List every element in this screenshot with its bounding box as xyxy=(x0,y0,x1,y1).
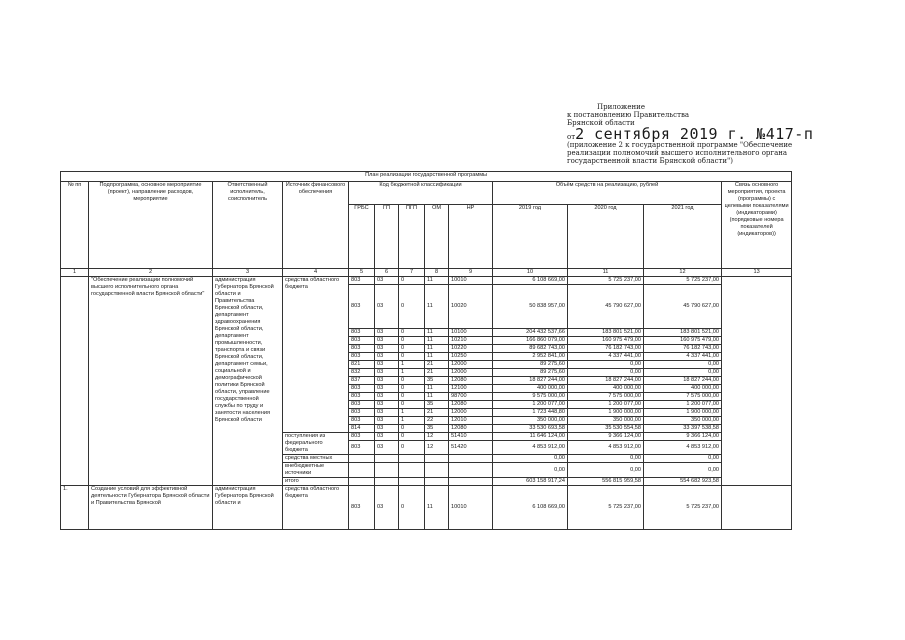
value-v2019: 166 860 079,00 xyxy=(493,337,568,345)
code-grbs: 803 xyxy=(349,353,375,361)
value-v2021: 1 200 077,00 xyxy=(644,401,722,409)
code-nr: 10020 xyxy=(449,285,493,329)
code-gp: 03 xyxy=(375,361,399,369)
value-v2021: 5 725 237,00 xyxy=(644,277,722,285)
value-v2021: 4 853 912,00 xyxy=(644,441,722,455)
code-gp: 03 xyxy=(375,377,399,385)
date-prefix: от xyxy=(567,133,576,141)
value-v2020: 1 900 000,00 xyxy=(568,409,644,417)
value-v2020: 0,00 xyxy=(568,463,644,478)
col-number: 3 xyxy=(213,269,283,277)
link-cell xyxy=(722,277,792,486)
value-v2021: 0,00 xyxy=(644,369,722,377)
code-gp: 03 xyxy=(375,345,399,353)
value-v2020: 4 853 912,00 xyxy=(568,441,644,455)
subprogram-name: Создание условий для эффективной деятельности Губернатора Брянской области и Правительства Брянской xyxy=(89,486,213,530)
col-number: 7 xyxy=(399,269,425,277)
code-empty xyxy=(349,478,375,486)
code-pgp: 0 xyxy=(399,425,425,433)
code-pgp: 0 xyxy=(399,329,425,337)
code-pgp: 0 xyxy=(399,441,425,455)
code-gp: 03 xyxy=(375,337,399,345)
row-number: 1. xyxy=(61,486,89,530)
code-nr: 10010 xyxy=(449,486,493,530)
code-gp: 03 xyxy=(375,385,399,393)
code-empty xyxy=(375,478,399,486)
code-nr: 10100 xyxy=(449,329,493,337)
table-row xyxy=(61,277,792,285)
value-v2019: 0,00 xyxy=(493,455,568,463)
code-om: 22 xyxy=(425,417,449,425)
code-grbs: 803 xyxy=(349,285,375,329)
col-number: 2 xyxy=(89,269,213,277)
value-v2019: 18 827 244,00 xyxy=(493,377,568,385)
code-om: 21 xyxy=(425,409,449,417)
header-om: ОМ xyxy=(425,205,449,269)
code-om: 12 xyxy=(425,433,449,441)
value-v2020: 76 182 743,00 xyxy=(568,345,644,353)
value-v2019: 1 200 077,00 xyxy=(493,401,568,409)
value-v2021: 554 682 923,58 xyxy=(644,478,722,486)
header-budget-code: Код бюджетной классификации xyxy=(349,182,493,205)
code-nr: 12000 xyxy=(449,369,493,377)
value-v2019: 2 952 841,00 xyxy=(493,353,568,361)
code-nr: 12080 xyxy=(449,401,493,409)
header-source: Источник финансового обеспечения xyxy=(283,182,349,269)
code-gp: 03 xyxy=(375,277,399,285)
header-num: № пп xyxy=(61,182,89,269)
link-cell xyxy=(722,486,792,530)
code-gp: 03 xyxy=(375,285,399,329)
code-grbs: 803 xyxy=(349,277,375,285)
code-om: 11 xyxy=(425,337,449,345)
code-om: 11 xyxy=(425,285,449,329)
code-grbs: 803 xyxy=(349,329,375,337)
code-gp: 03 xyxy=(375,425,399,433)
code-om: 11 xyxy=(425,393,449,401)
code-pgp: 1 xyxy=(399,417,425,425)
code-gp: 03 xyxy=(375,417,399,425)
col-number: 1 xyxy=(61,269,89,277)
code-pgp: 0 xyxy=(399,401,425,409)
header-volume: Объём средств на реализацию, рублей xyxy=(493,182,722,205)
col-number: 10 xyxy=(493,269,568,277)
code-nr: 10210 xyxy=(449,337,493,345)
code-grbs: 803 xyxy=(349,401,375,409)
col-number: 6 xyxy=(375,269,399,277)
code-nr: 51420 xyxy=(449,441,493,455)
value-v2020: 5 725 237,00 xyxy=(568,277,644,285)
code-grbs: 803 xyxy=(349,486,375,530)
resolution-label: к постановлению Правительства xyxy=(567,111,690,119)
date-handwritten: 2 сентября 2019 г. №417-п xyxy=(575,125,814,143)
code-pgp: 0 xyxy=(399,486,425,530)
value-v2019: 6 108 669,00 xyxy=(493,486,568,530)
value-v2019: 89 682 743,00 xyxy=(493,345,568,353)
code-empty xyxy=(349,455,375,463)
value-v2019: 89 275,60 xyxy=(493,369,568,377)
appendix-note: (приложение 2 к государственной программе "Обеспечение реализации полномочий высшего исполнительного органа государственной власти Брянской области") xyxy=(567,141,793,165)
block1-body xyxy=(61,486,792,530)
code-grbs: 803 xyxy=(349,417,375,425)
value-v2021: 1 900 000,00 xyxy=(644,409,722,417)
value-v2019: 1 723 448,80 xyxy=(493,409,568,417)
code-empty xyxy=(449,478,493,486)
code-empty xyxy=(449,463,493,478)
value-v2020: 5 725 237,00 xyxy=(568,486,644,530)
code-empty xyxy=(349,463,375,478)
source-regional: средства областного бюджета xyxy=(283,486,349,530)
code-grbs: 832 xyxy=(349,369,375,377)
value-v2019: 350 000,00 xyxy=(493,417,568,425)
code-grbs: 803 xyxy=(349,393,375,401)
code-pgp: 0 xyxy=(399,285,425,329)
value-v2020: 0,00 xyxy=(568,455,644,463)
code-pgp: 0 xyxy=(399,277,425,285)
code-om: 35 xyxy=(425,425,449,433)
code-om: 35 xyxy=(425,401,449,409)
code-empty xyxy=(399,455,425,463)
code-om: 11 xyxy=(425,486,449,530)
region-label: Брянской области xyxy=(567,119,635,127)
value-v2021: 33 397 538,58 xyxy=(644,425,722,433)
code-pgp: 1 xyxy=(399,361,425,369)
code-pgp: 0 xyxy=(399,345,425,353)
code-pgp: 1 xyxy=(399,369,425,377)
value-v2019: 9 575 000,00 xyxy=(493,393,568,401)
value-v2021: 7 575 000,00 xyxy=(644,393,722,401)
value-v2020: 45 790 627,00 xyxy=(568,285,644,329)
value-v2020: 160 975 479,00 xyxy=(568,337,644,345)
value-v2021: 160 975 479,00 xyxy=(644,337,722,345)
col-number: 8 xyxy=(425,269,449,277)
value-v2021: 76 182 743,00 xyxy=(644,345,722,353)
total-label: итого xyxy=(283,478,349,486)
header-link: Связь основного мероприятия, проекта (программы) с целевыми показателями (индикаторами) (порядковые номера показателей (индикаторов)) xyxy=(722,182,792,269)
value-v2020: 4 337 441,00 xyxy=(568,353,644,361)
code-nr: 12080 xyxy=(449,425,493,433)
code-gp: 03 xyxy=(375,369,399,377)
code-pgp: 0 xyxy=(399,377,425,385)
header-2021: 2021 год xyxy=(644,205,722,269)
code-grbs: 803 xyxy=(349,433,375,441)
value-v2019: 0,00 xyxy=(493,463,568,478)
executor-name: администрация Губернатора Брянской области и xyxy=(213,486,283,530)
value-v2020: 0,00 xyxy=(568,361,644,369)
code-pgp: 0 xyxy=(399,433,425,441)
value-v2020: 1 200 077,00 xyxy=(568,401,644,409)
code-nr: 12010 xyxy=(449,417,493,425)
header-2020: 2020 год xyxy=(568,205,644,269)
value-v2019: 204 432 537,66 xyxy=(493,329,568,337)
header-executor: Ответственный исполнитель, соисполнитель xyxy=(213,182,283,269)
value-v2021: 350 000,00 xyxy=(644,417,722,425)
value-v2021: 5 725 237,00 xyxy=(644,486,722,530)
value-v2019: 50 838 957,00 xyxy=(493,285,568,329)
source-federal: поступления из федерального бюджета xyxy=(283,433,349,455)
value-v2020: 556 815 959,58 xyxy=(568,478,644,486)
code-pgp: 0 xyxy=(399,393,425,401)
code-nr: 98700 xyxy=(449,393,493,401)
code-nr: 10250 xyxy=(449,353,493,361)
value-v2019: 400 000,00 xyxy=(493,385,568,393)
code-grbs: 803 xyxy=(349,385,375,393)
code-nr: 10010 xyxy=(449,277,493,285)
value-v2020: 183 801 521,00 xyxy=(568,329,644,337)
appendix-label: Приложение xyxy=(597,103,645,111)
code-empty xyxy=(425,463,449,478)
col-number: 11 xyxy=(568,269,644,277)
code-grbs: 803 xyxy=(349,345,375,353)
value-v2021: 18 827 244,00 xyxy=(644,377,722,385)
value-v2019: 4 853 912,00 xyxy=(493,441,568,455)
code-empty xyxy=(449,455,493,463)
code-empty xyxy=(375,463,399,478)
code-nr: 51410 xyxy=(449,433,493,441)
col-number: 12 xyxy=(644,269,722,277)
code-grbs: 803 xyxy=(349,409,375,417)
header-subprogram: Подпрограмма, основное мероприятие (проект), направление расходов, мероприятие xyxy=(89,182,213,269)
value-v2020: 9 366 124,00 xyxy=(568,433,644,441)
code-gp: 03 xyxy=(375,401,399,409)
code-nr: 12000 xyxy=(449,409,493,417)
source-regional: средства областного бюджета xyxy=(283,277,349,433)
code-pgp: 0 xyxy=(399,337,425,345)
code-pgp: 1 xyxy=(399,409,425,417)
table-row xyxy=(61,486,792,530)
code-pgp: 0 xyxy=(399,385,425,393)
value-v2021: 45 790 627,00 xyxy=(644,285,722,329)
code-om: 11 xyxy=(425,353,449,361)
code-grbs: 837 xyxy=(349,377,375,385)
value-v2020: 0,00 xyxy=(568,369,644,377)
subprogram-name: "Обеспечение реализации полномочий высшего исполнительного органа государственной власти Брянской области" xyxy=(89,277,213,486)
value-v2020: 35 530 554,58 xyxy=(568,425,644,433)
value-v2021: 0,00 xyxy=(644,455,722,463)
code-empty xyxy=(399,463,425,478)
table-title: План реализации государственной программы xyxy=(61,172,792,182)
value-v2020: 18 827 244,00 xyxy=(568,377,644,385)
code-grbs: 803 xyxy=(349,441,375,455)
code-empty xyxy=(375,455,399,463)
code-om: 12 xyxy=(425,441,449,455)
source-local: средства местных xyxy=(283,455,349,463)
code-gp: 03 xyxy=(375,353,399,361)
code-om: 11 xyxy=(425,277,449,285)
value-v2020: 7 575 000,00 xyxy=(568,393,644,401)
value-v2021: 9 366 124,00 xyxy=(644,433,722,441)
block0-body xyxy=(61,277,792,486)
code-om: 21 xyxy=(425,369,449,377)
code-grbs: 821 xyxy=(349,361,375,369)
code-nr: 12100 xyxy=(449,385,493,393)
value-v2020: 400 000,00 xyxy=(568,385,644,393)
value-v2021: 0,00 xyxy=(644,361,722,369)
value-v2021: 400 000,00 xyxy=(644,385,722,393)
header-nr: НР xyxy=(449,205,493,269)
code-empty xyxy=(425,478,449,486)
col-number: 9 xyxy=(449,269,493,277)
code-gp: 03 xyxy=(375,329,399,337)
code-om: 11 xyxy=(425,329,449,337)
value-v2019: 33 530 693,58 xyxy=(493,425,568,433)
header-gp: ГП xyxy=(375,205,399,269)
column-numbers-row xyxy=(61,269,792,277)
code-om: 35 xyxy=(425,377,449,385)
value-v2020: 350 000,00 xyxy=(568,417,644,425)
value-v2021: 4 337 441,00 xyxy=(644,353,722,361)
code-nr: 12000 xyxy=(449,361,493,369)
value-v2021: 0,00 xyxy=(644,463,722,478)
code-empty xyxy=(425,455,449,463)
code-om: 11 xyxy=(425,345,449,353)
header-pgp: ПГП xyxy=(399,205,425,269)
value-v2019: 11 646 124,00 xyxy=(493,433,568,441)
code-grbs: 814 xyxy=(349,425,375,433)
value-v2019: 6 108 669,00 xyxy=(493,277,568,285)
code-grbs: 803 xyxy=(349,337,375,345)
code-gp: 03 xyxy=(375,486,399,530)
row-number xyxy=(61,277,89,486)
source-extra: внебюджетные источники xyxy=(283,463,349,478)
value-v2019: 89 275,60 xyxy=(493,361,568,369)
code-gp: 03 xyxy=(375,409,399,417)
col-number: 13 xyxy=(722,269,792,277)
value-v2021: 183 801 521,00 xyxy=(644,329,722,337)
header-grbs: ГРБС xyxy=(349,205,375,269)
plan-table xyxy=(60,171,792,530)
code-gp: 03 xyxy=(375,441,399,455)
code-om: 21 xyxy=(425,361,449,369)
code-pgp: 0 xyxy=(399,353,425,361)
code-om: 11 xyxy=(425,385,449,393)
code-empty xyxy=(399,478,425,486)
value-v2019: 603 158 917,24 xyxy=(493,478,568,486)
code-nr: 12080 xyxy=(449,377,493,385)
code-gp: 03 xyxy=(375,393,399,401)
executor-name: администрация Губернатора Брянской области и Правительства Брянской области, департамент здравоохранения Брянской области, департамент промышленности, транспорта и связи Брянской области, департамент семьи, социальной и демографической политики Брянской области, управление государственной службы по труду и занятости населения Брянской области xyxy=(213,277,283,486)
code-nr: 10220 xyxy=(449,345,493,353)
code-gp: 03 xyxy=(375,433,399,441)
header-2019: 2019 год xyxy=(493,205,568,269)
col-number: 4 xyxy=(283,269,349,277)
col-number: 5 xyxy=(349,269,375,277)
